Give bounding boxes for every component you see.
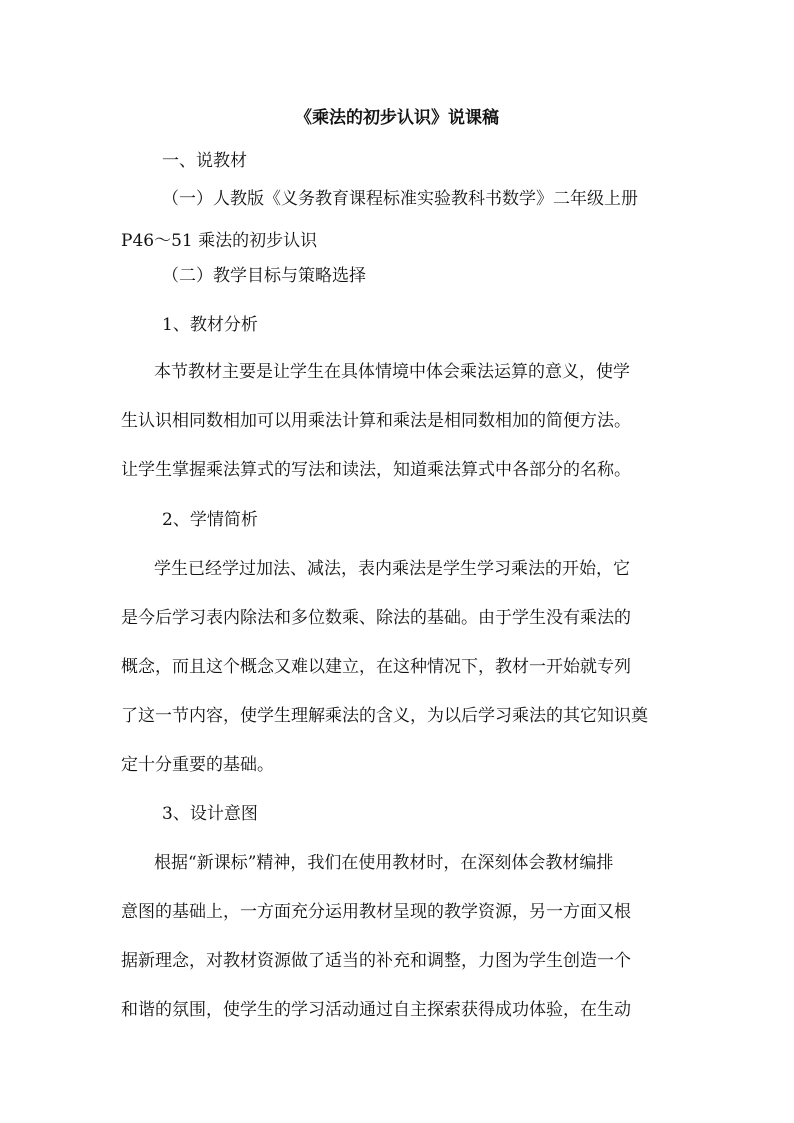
paragraph-line: 了这一节内容，使学生理解乘法的含义，为以后学习乘法的其它知识奠 xyxy=(121,706,648,726)
subsection-heading-2: （二）教学目标与策略选择 xyxy=(162,266,366,286)
subheading-design: 3、设计意图 xyxy=(162,804,258,824)
paragraph-line: P46～51 乘法的初步认识 xyxy=(121,231,318,251)
paragraph-line: 是今后学习表内除法和多位数乘、除法的基础。由于学生没有乘法的 xyxy=(121,608,631,628)
paragraph-line: 和谐的氛围，使学生的学习活动通过自主探索获得成功体验，在生动 xyxy=(121,1000,631,1020)
paragraph-line: 学生已经学过加法、减法，表内乘法是学生学习乘法的开始，它 xyxy=(154,559,630,579)
subheading-analysis: 1、教材分析 xyxy=(162,315,258,335)
paragraph-line: 生认识相同数相加可以用乘法计算和乘法是相同数相加的简便方法。 xyxy=(121,411,631,431)
paragraph-line: 根据“新课标”精神，我们在使用教材时，在深刻体会教材编排 xyxy=(154,853,614,873)
document-title: 《乘法的初步认识》说课稿 xyxy=(295,108,499,128)
subsection-heading-1: （一）人教版《义务教育课程标准实验教科书数学》二年级上册 xyxy=(162,189,638,209)
paragraph-line: 本节教材主要是让学生在具体情境中体会乘法运算的意义，使学 xyxy=(154,362,630,382)
paragraph-line: 概念，而且这个概念又难以建立，在这种情况下，教材一开始就专列 xyxy=(121,657,631,677)
paragraph-line: 让学生掌握乘法算式的写法和读法，知道乘法算式中各部分的名称。 xyxy=(121,460,631,480)
subheading-learner: 2、学情简析 xyxy=(162,510,258,530)
paragraph-line: 意图的基础上，一方面充分运用教材呈现的教学资源，另一方面又根 xyxy=(121,902,631,922)
paragraph-line: 定十分重要的基础。 xyxy=(121,755,274,775)
paragraph-line: 据新理念，对教材资源做了适当的补充和调整，力图为学生创造一个 xyxy=(121,951,631,971)
section-heading-1: 一、说教材 xyxy=(162,151,247,171)
